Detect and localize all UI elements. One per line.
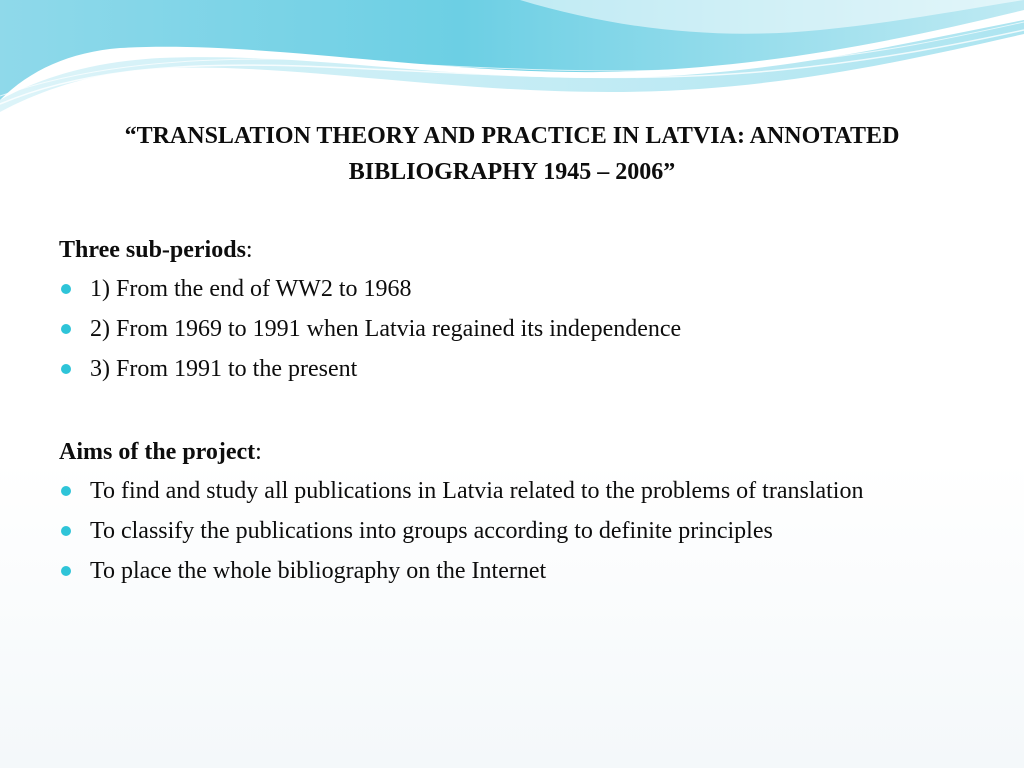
list-item-text: 3) From 1991 to the present	[90, 356, 358, 382]
list-item-text: To find and study all publications in Latvia related to the problems of translation	[90, 478, 864, 504]
bullet-dot-icon	[61, 284, 71, 294]
slide-body	[59, 232, 969, 594]
list-item	[59, 312, 969, 346]
bullet-dot-icon	[61, 324, 71, 334]
section-heading-colon: :	[245, 237, 253, 263]
section-heading-aims	[59, 434, 969, 474]
section-heading-text: Aims of the project	[59, 439, 256, 465]
decorative-wave-header	[0, 0, 1024, 120]
sub-periods-list	[59, 272, 969, 386]
bullet-dot-icon	[61, 486, 71, 496]
section-spacer	[59, 392, 969, 434]
list-item	[59, 474, 969, 508]
bullet-dot-icon	[61, 566, 71, 576]
bullet-dot-icon	[61, 364, 71, 374]
slide-title: “TRANSLATION THEORY AND PRACTICE IN LATVIA: ANNOTATED BIBLIOGRAPHY 1945 – 2006”	[124, 123, 900, 185]
list-item	[59, 554, 969, 588]
bullet-dot-icon	[61, 526, 71, 536]
list-item-text: 1) From the end of WW2 to 1968	[90, 276, 412, 302]
list-item	[59, 514, 969, 548]
section-heading-colon: :	[255, 439, 262, 465]
list-item	[59, 352, 969, 386]
list-item-text: To place the whole bibliography on the Internet	[90, 558, 547, 584]
list-item-text: 2) From 1969 to 1991 when Latvia regained its independence	[90, 316, 682, 342]
section-heading-text: Three sub-periods	[59, 237, 246, 263]
list-item	[59, 272, 969, 306]
list-item-text: To classify the publications into groups according to definite principles	[90, 518, 773, 544]
section-heading-sub-periods	[59, 232, 969, 272]
aims-list	[59, 474, 969, 588]
